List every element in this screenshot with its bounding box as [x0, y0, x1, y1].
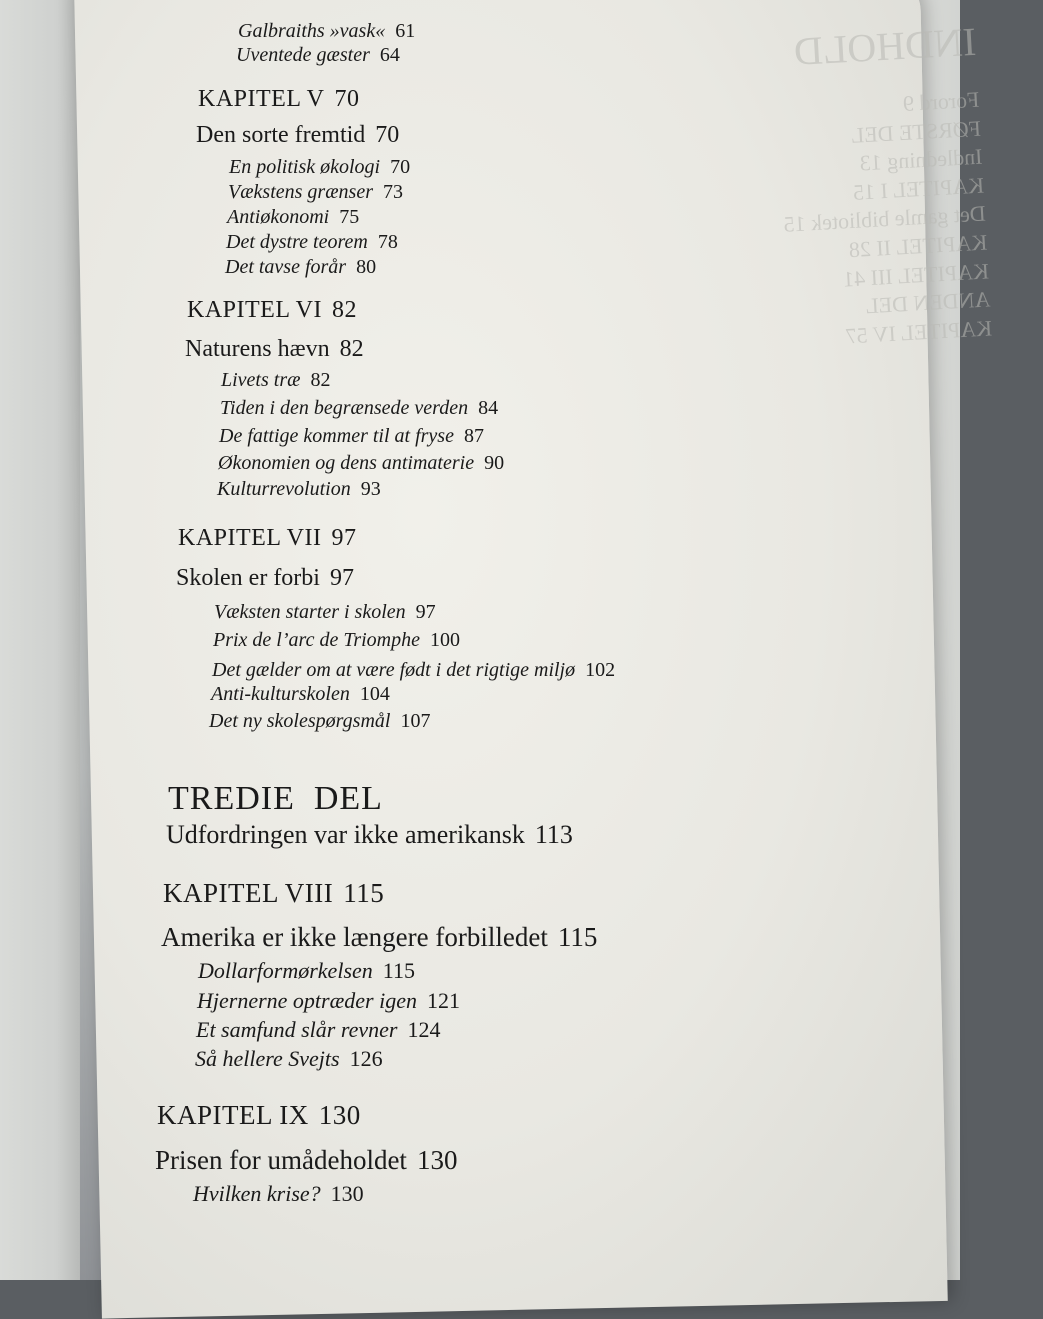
toc-section: [197, 988, 460, 1014]
chapter-label: KAPITEL VI: [187, 297, 322, 323]
section-title: Uventede gæster: [236, 44, 370, 66]
section-page: 61: [395, 20, 416, 42]
bleed-line: FØRSTE DEL: [850, 115, 982, 148]
toc-section: [213, 629, 460, 652]
section-title: Det gælder om at være født i det rigtige miljø: [212, 659, 576, 681]
section-title: Anti-kulturskolen: [211, 683, 350, 705]
section-page: 84: [478, 397, 499, 419]
chapter-label: KAPITEL IX: [157, 1100, 309, 1130]
section-page: 97: [415, 601, 436, 623]
section-title: De fattige kommer til at fryse: [219, 425, 454, 447]
toc-section: [236, 44, 400, 67]
section-title: Prix de l’arc de Triomphe: [213, 629, 421, 651]
section-page: 70: [390, 156, 411, 178]
section-page: 121: [426, 988, 460, 1013]
part-heading: TREDIE DEL: [168, 780, 383, 817]
bleed-line: Indledning 13: [859, 143, 984, 176]
chapter-page: 82: [331, 297, 357, 323]
chapter-title-text: Naturens hævn: [185, 336, 330, 362]
chapter-title: [185, 336, 364, 363]
toc-section: [217, 478, 381, 501]
section-page: 124: [407, 1017, 441, 1042]
section-page: 115: [382, 958, 415, 983]
toc-section: [238, 20, 415, 43]
section-title: Det tavse forår: [225, 256, 347, 278]
chapter-title-text: Den sorte fremtid: [196, 122, 366, 148]
toc-section: [214, 601, 436, 624]
chapter-title: [161, 922, 597, 953]
chapter-heading: [178, 525, 356, 552]
toc-section: [228, 181, 403, 204]
toc-section: [209, 710, 430, 733]
section-page: 107: [400, 710, 431, 732]
section-title: Det ny skolespørgsmål: [209, 710, 391, 732]
section-page: 93: [360, 478, 381, 500]
bleed-line: Forord 9: [902, 86, 980, 116]
chapter-label: KAPITEL VII: [178, 525, 322, 551]
chapter-title-page: 97: [329, 565, 354, 591]
section-page: 82: [310, 369, 331, 391]
bleed-heading: INDHOLD: [792, 18, 978, 74]
toc-section: [220, 397, 498, 420]
toc-section: [227, 206, 359, 229]
bleed-through-text: [714, 0, 1041, 1208]
chapter-title-page: 82: [339, 336, 364, 362]
chapter-page: 115: [343, 878, 385, 908]
chapter-title-page: 130: [416, 1145, 458, 1175]
section-title: Væksten starter i skolen: [214, 601, 406, 623]
toc-section: [229, 156, 410, 179]
chapter-page: 70: [334, 86, 360, 112]
section-title: Galbraiths »vask«: [238, 20, 386, 42]
toc-section: [193, 1181, 364, 1207]
bleed-line: KAPITEL I 15: [852, 172, 985, 205]
section-page: 80: [356, 256, 377, 278]
toc-section: [219, 425, 484, 448]
bleed-line: KAPITEL IV 57: [844, 315, 993, 349]
toc-section: [195, 1046, 383, 1072]
part-subtitle-text: Udfordringen var ikke amerikansk: [166, 820, 525, 849]
section-title: En politisk økologi: [229, 156, 381, 178]
toc-section: [225, 256, 376, 279]
section-page: 130: [330, 1181, 364, 1206]
section-page: 104: [359, 683, 390, 705]
chapter-heading: [157, 1100, 361, 1131]
toc-section: [198, 958, 415, 984]
chapter-title: [155, 1145, 457, 1176]
bleed-line: KAPITEL III 41: [842, 258, 990, 292]
toc-section: [212, 659, 615, 682]
chapter-label: KAPITEL VIII: [163, 878, 334, 908]
section-page: 64: [379, 44, 400, 66]
left-page-edge: [0, 0, 80, 1280]
chapter-title-text: Skolen er forbi: [176, 565, 320, 591]
section-title: Livets træ: [221, 369, 301, 391]
section-title: Økonomien og dens antimaterie: [218, 452, 475, 474]
section-page: 73: [383, 181, 403, 203]
toc-section: [211, 683, 390, 706]
section-title: Hvilken krise?: [193, 1181, 321, 1206]
part-subtitle: [166, 820, 573, 850]
section-page: 78: [377, 231, 398, 253]
chapter-title: [196, 122, 399, 149]
bleed-line: KAPITEL II 28: [848, 229, 988, 263]
chapter-title-page: 115: [557, 922, 598, 952]
chapter-title-page: 70: [375, 122, 400, 148]
section-title: Hjernerne optræder igen: [197, 988, 417, 1013]
chapter-page: 97: [331, 525, 357, 551]
section-page: 126: [349, 1046, 383, 1071]
section-title: Dollarformørkelsen: [198, 958, 373, 983]
chapter-label: KAPITEL V: [198, 86, 325, 112]
section-title: Så hellere Svejts: [195, 1046, 340, 1071]
part-page: 113: [534, 820, 573, 849]
bleed-line: Det gamle bibliotek 15: [782, 200, 987, 238]
toc-section: [196, 1017, 440, 1043]
toc-section: [218, 452, 504, 475]
toc-section: [226, 231, 398, 254]
bleed-line: ANDEN DEL: [864, 286, 992, 319]
section-page: 100: [430, 629, 461, 651]
section-title: Tiden i den begrænsede verden: [220, 397, 469, 419]
section-page: 87: [463, 425, 484, 447]
chapter-title: [176, 565, 354, 592]
toc-section: [221, 369, 330, 392]
chapter-heading: [187, 297, 357, 324]
section-title: Vækstens grænser: [228, 181, 373, 203]
chapter-heading: [198, 86, 360, 113]
section-title: Antiøkonomi: [227, 206, 330, 228]
chapter-heading: [163, 878, 384, 909]
section-page: 75: [339, 206, 360, 228]
chapter-page: 130: [318, 1100, 361, 1130]
chapter-title-text: Amerika er ikke længere forbilledet: [161, 922, 548, 952]
section-page: 90: [484, 452, 505, 474]
chapter-title-text: Prisen for umådeholdet: [155, 1145, 407, 1175]
section-title: Kulturrevolution: [217, 478, 351, 500]
section-title: Det dystre teorem: [226, 231, 368, 253]
section-title: Et samfund slår revner: [196, 1017, 398, 1042]
section-page: 102: [585, 659, 616, 681]
